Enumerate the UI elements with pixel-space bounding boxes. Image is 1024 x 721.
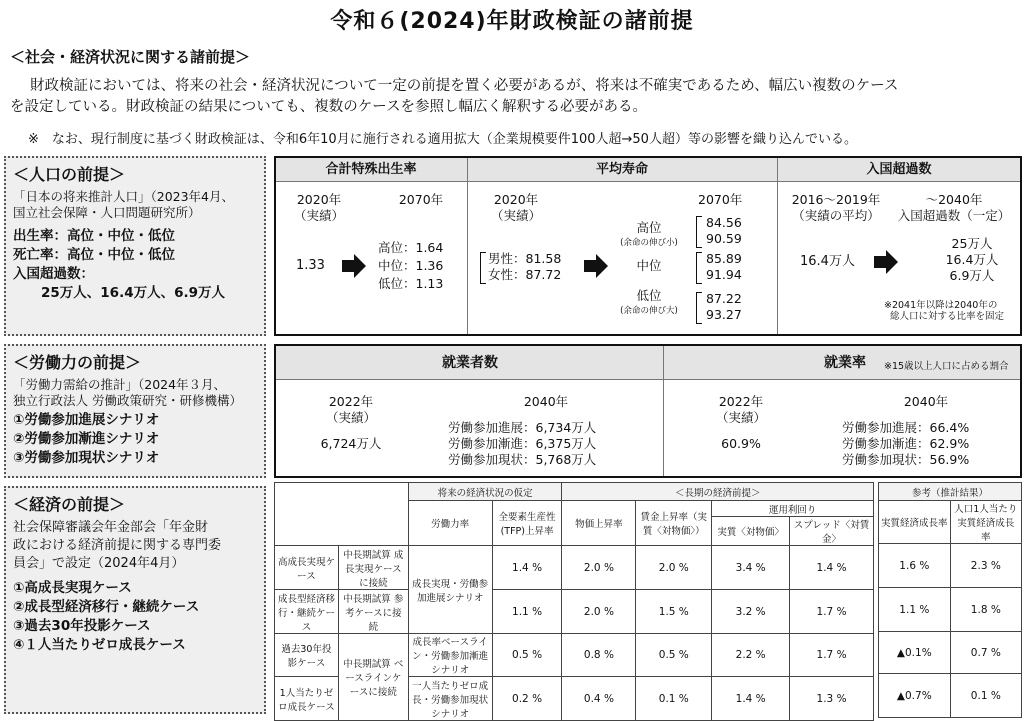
spread-1: 1.4 % (790, 546, 874, 590)
growth-4: ▲0.7% (879, 674, 951, 718)
fertility-value-2020: 1.33 (296, 258, 325, 273)
labor-item-1: ①労働参加進展シナリオ (13, 412, 160, 428)
population-item-1: 出生率：高位・中位・低位 (13, 228, 175, 244)
labor-source-1: 「労働力需給の推計」（2024年３月、 (13, 377, 227, 392)
population-item-3: 入国超過数： (13, 266, 94, 282)
spread-4: 1.3 % (790, 677, 874, 721)
header-future: 将来の経済状況の仮定 (408, 483, 562, 501)
economy-source-2: 政における経済前提に関する専門委 (13, 538, 222, 553)
life-high-label: 高位 (636, 220, 662, 235)
real-4: 1.4 % (712, 677, 790, 721)
economy-panel (274, 482, 1022, 720)
intro-line-1: 財政検証においては、将来の社会・経済状況について一定の前提を置く必要があるが、将来は不確実であるため、幅広い複数のケース (30, 78, 899, 94)
divider (467, 158, 468, 334)
wage-2: 1.5 % (636, 590, 712, 634)
economy-item-4: ④１人当たりゼロ成長ケース (13, 637, 186, 653)
life-low-sub: (余命の伸び大) (620, 306, 678, 316)
labor-panel (274, 344, 1022, 478)
employed-2022-value: 6,724万人 (320, 436, 382, 451)
section-subheading: ＜社会・経済状況に関する諸前提＞ (10, 48, 251, 66)
migration-period1: 2016～2019年 (791, 192, 881, 207)
population-item-2: 死亡率：高位・中位・低位 (13, 247, 175, 263)
life-header: 平均寿命 (595, 162, 648, 177)
percap-4: 0.1 % (950, 674, 1021, 718)
migration-actual: 16.4万人 (800, 254, 855, 269)
migration-v2: 16.4万人 (945, 252, 999, 267)
brace-icon (696, 216, 702, 248)
fertility-2020: 2020年 (296, 192, 342, 207)
price-1: 2.0 % (562, 546, 636, 590)
migration-period2: ～2040年 (925, 192, 983, 207)
header-real: 実質〈対物価〉 (712, 517, 790, 546)
price-4: 0.4 % (562, 677, 636, 721)
labor-scenario-c: 一人当たりゼロ成長・労働参加現状シナリオ (408, 677, 492, 721)
rate-2022-value: 60.9% (721, 436, 761, 451)
population-source-1: 「日本の将来推計人口」（2023年4月、 (13, 189, 235, 204)
reference-table (878, 482, 1022, 718)
page-title: 令和６(2024)年財政検証の諸前提 (330, 9, 694, 34)
case-2: 成長型経済移行・継続ケース (275, 590, 339, 634)
life-high-sub: (余命の伸び小) (620, 238, 678, 248)
growth-3: ▲0.1% (879, 632, 951, 674)
header-percap: 人口1人当たり実質経済成長率 (950, 501, 1021, 544)
economy-table (274, 482, 874, 721)
migration-period1-sub: （実績の平均） (792, 208, 880, 223)
economy-heading: ＜経済の前提＞ (13, 495, 126, 514)
real-1: 3.4 % (712, 546, 790, 590)
economy-item-1: ①高成長実現ケース (13, 580, 132, 596)
brace-icon (480, 252, 486, 284)
header-wage: 賃金上昇率（実質〈対物価〉） (636, 501, 712, 546)
spread-3: 1.7 % (790, 634, 874, 677)
tfp-4: 0.2 % (492, 677, 562, 721)
migration-note-1: ※2041年以降は2040年の (884, 300, 998, 311)
intro-line-2: を設定している。財政検証の結果についても、複数のケースを参照し幅広く解釈する必要がある。 (10, 99, 647, 115)
wage-1: 2.0 % (636, 546, 712, 590)
life-male: 男性：81.58 (488, 251, 562, 266)
rate-s2: 労働参加漸進：62.9% (842, 436, 970, 451)
intro-paragraph (10, 76, 1020, 118)
percap-2: 1.8 % (950, 588, 1021, 632)
intro-note: ※ なお、現行制度に基づく財政検証は、令和6年10月に施行される適用拡大（企業規模要件100人超→50人超）等の影響を織り込んでいる。 (28, 132, 857, 147)
labor-box (4, 344, 266, 478)
brace-icon (696, 292, 702, 324)
base-2: 中長期試算 参考ケースに接続 (338, 590, 408, 634)
rate-2022: 2022年 (718, 394, 764, 409)
header-growth: 実質経済成長率 (879, 501, 951, 544)
header-price: 物価上昇率 (562, 501, 636, 546)
labor-item-2: ②労働参加漸進シナリオ (13, 431, 160, 447)
population-heading: ＜人口の前提＞ (13, 165, 126, 184)
labor-item-3: ③労働参加現状シナリオ (13, 450, 160, 466)
labor-scenario-a: 成長実現・労働参加進展シナリオ (408, 546, 492, 634)
header-long: ＜長期の経済前提＞ (562, 483, 874, 501)
life-2020: 2020年 (493, 192, 539, 207)
labor-heading: ＜労働力の前提＞ (13, 353, 142, 372)
case-4: 1人当たりゼロ成長ケース (275, 677, 339, 721)
header-ref: 参考（推計結果） (879, 483, 1022, 501)
price-2: 2.0 % (562, 590, 636, 634)
migration-header: 入国超過数 (866, 162, 932, 177)
wage-3: 0.5 % (636, 634, 712, 677)
economy-box (4, 486, 266, 714)
migration-note-2: 総人口に対する比率を固定 (890, 311, 1005, 322)
rate-s1: 労働参加進展：66.4% (842, 420, 970, 435)
fertility-mid: 中位：1.36 (378, 258, 444, 273)
life-actual: （実績） (490, 208, 541, 223)
base-1: 中長期試算 成長実現ケースに接続 (338, 546, 408, 590)
employed-s1: 労働参加進展：6,734万人 (448, 420, 597, 435)
population-item-4: 25万人、16.4万人、6.9万人 (41, 285, 226, 301)
brace-icon (696, 252, 702, 284)
tfp-1: 1.4 % (492, 546, 562, 590)
population-panel (274, 156, 1022, 336)
base-3: 中長期試算 ベースラインケースに接続 (338, 634, 408, 721)
migration-period2-sub: 入国超過数（一定） (897, 208, 1011, 223)
life-female: 女性：87.72 (488, 267, 562, 282)
fertility-2070: 2070年 (398, 192, 444, 207)
employed-s2: 労働参加漸進：6,375万人 (448, 436, 597, 451)
fertility-high: 高位：1.64 (378, 240, 444, 255)
economy-item-2: ②成長型経済移行・継続ケース (13, 599, 200, 615)
price-3: 0.8 % (562, 634, 636, 677)
real-2: 3.2 % (712, 590, 790, 634)
table-corner (275, 483, 409, 546)
life-low-v1: 87.22 (706, 291, 742, 306)
economy-source-3: 員会」で設定（2024年4月） (13, 556, 185, 571)
life-mid-v2: 91.94 (706, 267, 742, 282)
header-labor: 労働力率 (408, 501, 492, 546)
employed-header: 就業者数 (442, 355, 498, 371)
rate-s3: 労働参加現状：56.9% (842, 452, 970, 467)
rate-actual: （実績） (715, 410, 766, 425)
labor-source-2: 独立行政法人 労働政策研究・研修機構） (13, 393, 242, 408)
population-box (4, 156, 266, 336)
population-source-2: 国立社会保障・人口問題研究所） (13, 205, 201, 220)
divider (777, 158, 778, 334)
labor-scenario-b: 成長率ベースライン・労働参加漸進シナリオ (408, 634, 492, 677)
life-2070: 2070年 (698, 192, 743, 207)
employed-s3: 労働参加現状：5,768万人 (448, 452, 597, 467)
economy-source-1: 社会保障審議会年金部会「年金財 (13, 520, 209, 535)
life-low-label: 低位 (636, 288, 662, 303)
percap-1: 2.3 % (950, 544, 1021, 588)
employed-actual: （実績） (325, 410, 376, 425)
header-spread: スプレッド〈対賃金〉 (790, 517, 874, 546)
fertility-low: 低位：1.13 (378, 276, 444, 291)
life-high-v1: 84.56 (706, 215, 742, 230)
employed-2022: 2022年 (328, 394, 374, 409)
rate-2040: 2040年 (903, 394, 949, 409)
life-mid-v1: 85.89 (706, 251, 742, 266)
migration-v3: 6.9万人 (949, 268, 995, 283)
rate-header-note: ※15歳以上人口に占める割合 (884, 361, 1009, 372)
percap-3: 0.7 % (950, 632, 1021, 674)
spread-2: 1.7 % (790, 590, 874, 634)
tfp-3: 0.5 % (492, 634, 562, 677)
header-yield: 運用利回り (712, 501, 874, 517)
real-3: 2.2 % (712, 634, 790, 677)
life-mid-label: 中位 (636, 258, 662, 273)
migration-v1: 25万人 (951, 236, 993, 251)
rate-header: 就業率 (824, 355, 866, 371)
life-low-v2: 93.27 (706, 307, 742, 322)
growth-2: 1.1 % (879, 588, 951, 632)
case-3: 過去30年投影ケース (275, 634, 339, 677)
fertility-actual: （実績） (293, 208, 344, 223)
wage-4: 0.1 % (636, 677, 712, 721)
employed-2040: 2040年 (523, 394, 569, 409)
case-1: 高成長実現ケース (275, 546, 339, 590)
fertility-header: 合計特殊出生率 (325, 162, 417, 177)
tfp-2: 1.1 % (492, 590, 562, 634)
life-high-v2: 90.59 (706, 231, 742, 246)
header-tfp: 全要素生産性(TFP)上昇率 (492, 501, 562, 546)
growth-1: 1.6 % (879, 544, 951, 588)
economy-item-3: ③過去30年投影ケース (13, 618, 151, 634)
